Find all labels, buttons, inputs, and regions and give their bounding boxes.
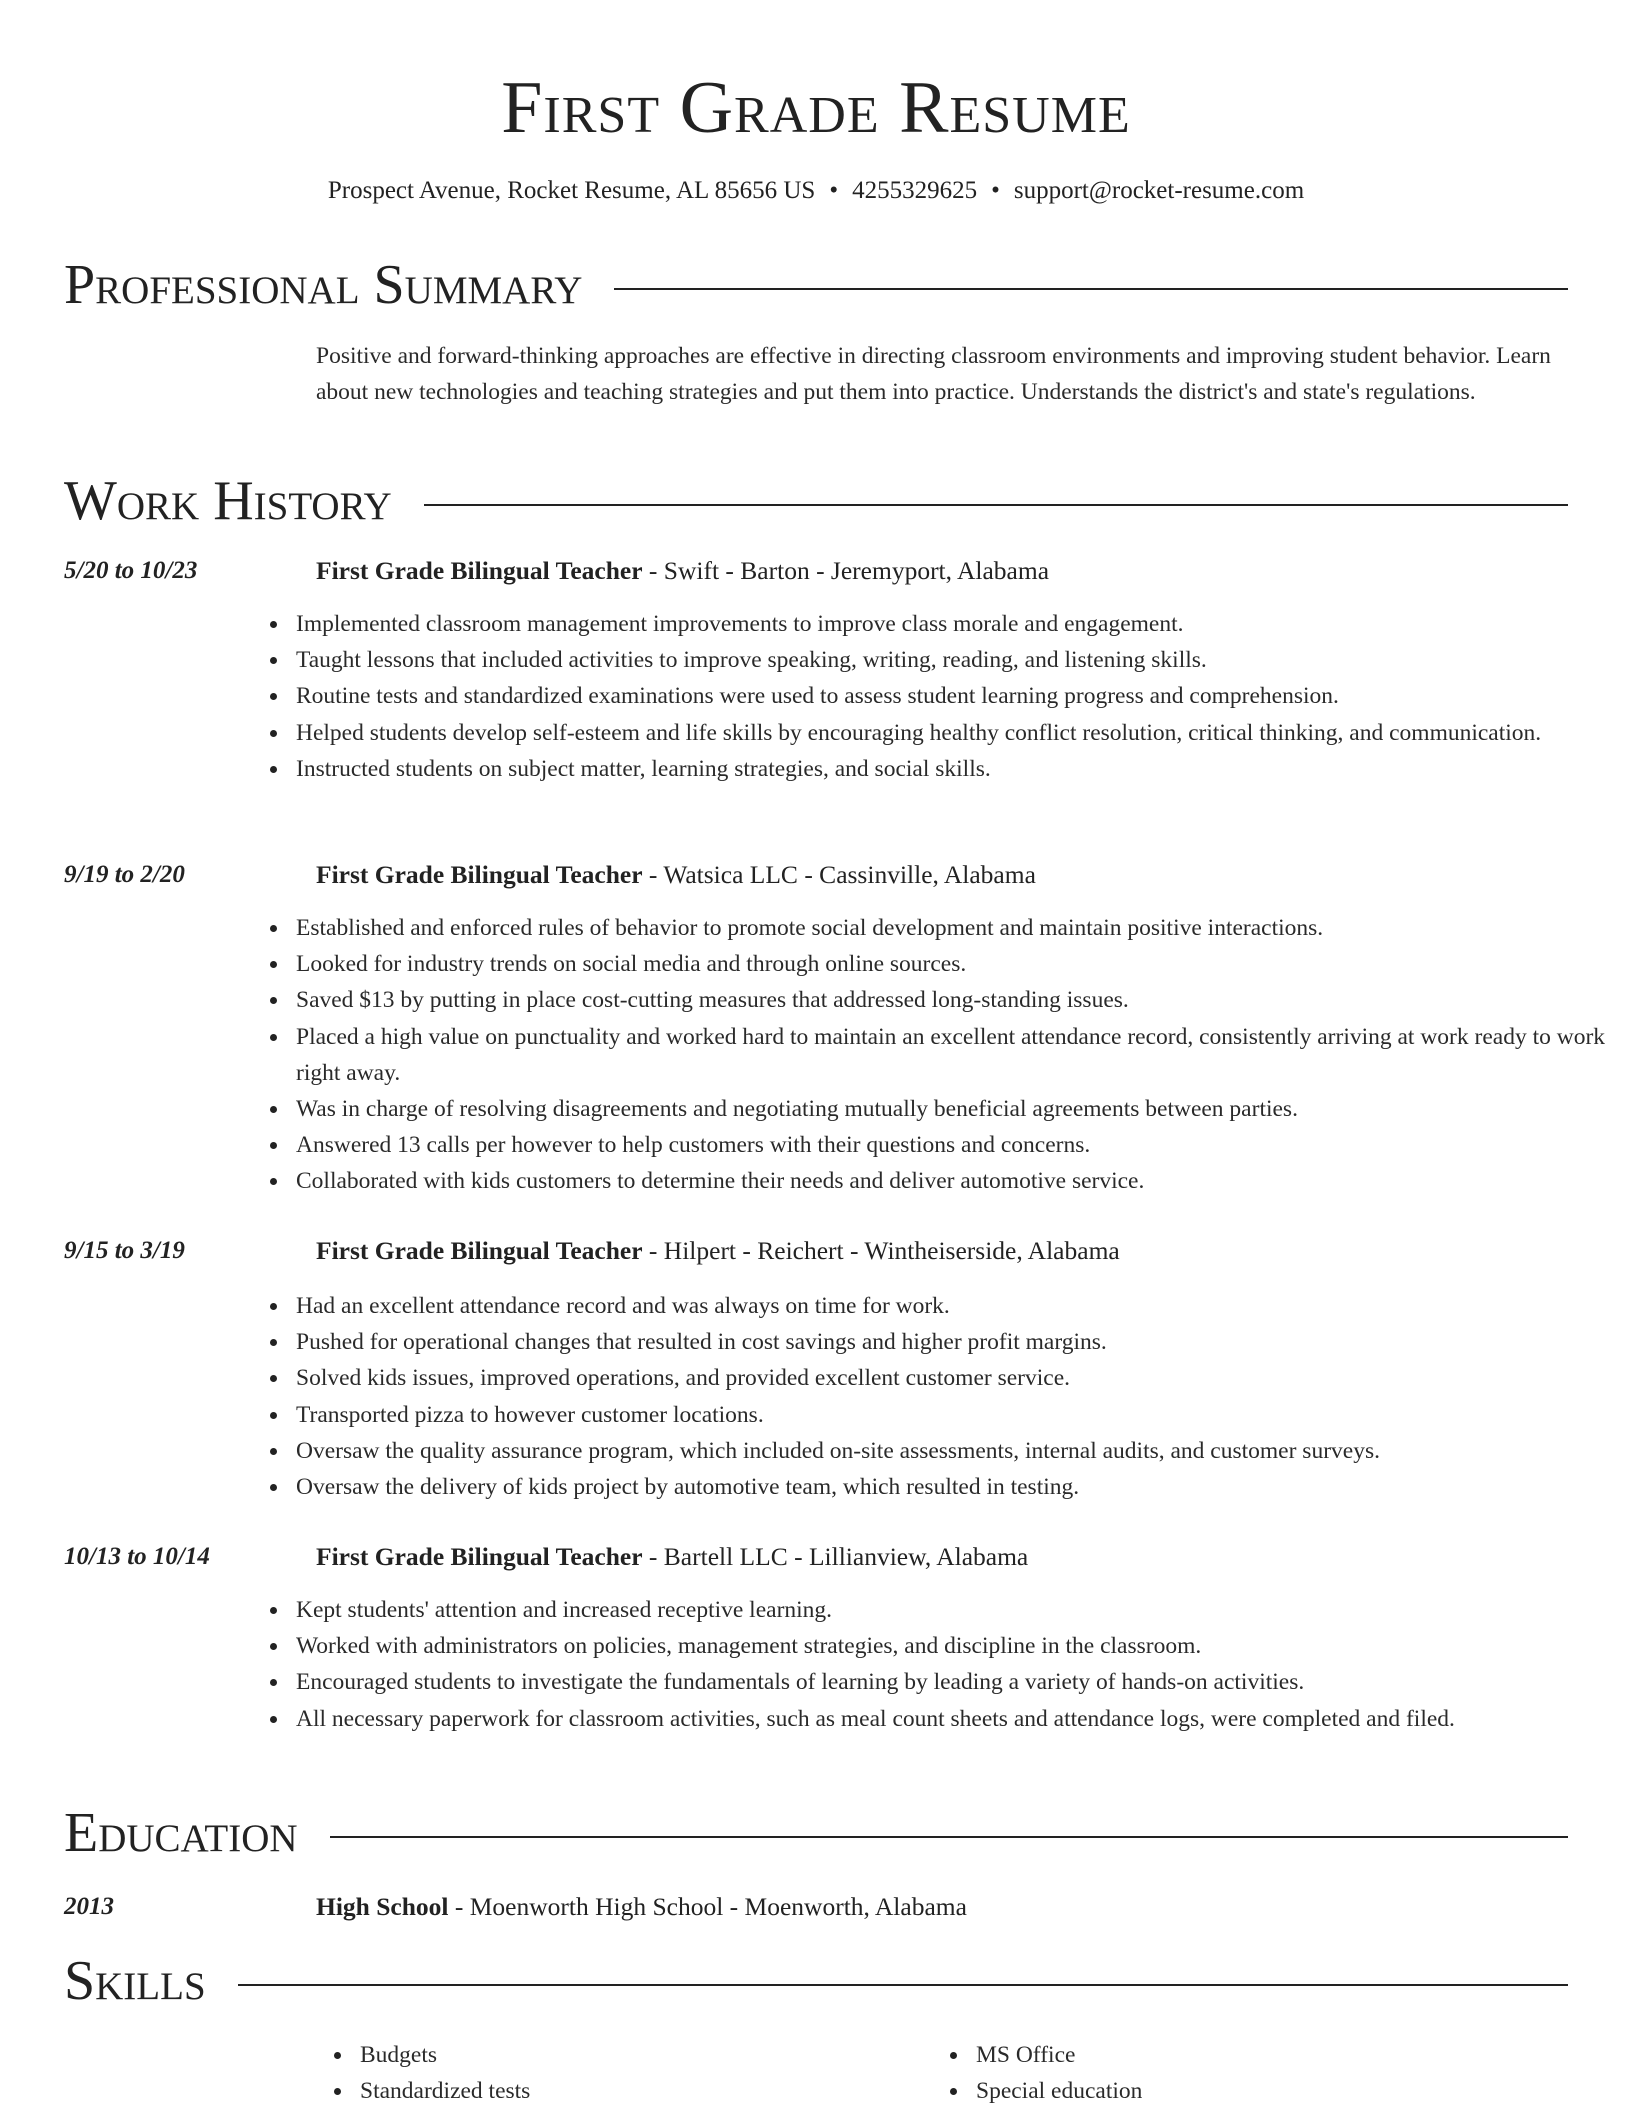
job-bullet: Kept students' attention and increased receptive learning. bbox=[296, 1592, 1632, 1628]
job-dates: 5/20 to 10/23 bbox=[64, 557, 198, 584]
resume-name: First Grade Resume bbox=[501, 67, 1131, 149]
job-bullet: Answered 13 calls per however to help customers with their questions and concerns. bbox=[296, 1127, 1632, 1163]
job-bullet: Instructed students on subject matter, learning strategies, and social skills. bbox=[296, 751, 1632, 787]
section-divider bbox=[330, 1836, 1568, 1838]
section-divider bbox=[424, 504, 1568, 506]
job-bullet: Was in charge of resolving disagreements and negotiating mutually beneficial agreements between parties. bbox=[296, 1091, 1632, 1127]
contact-email: support@rocket-resume.com bbox=[1013, 177, 1305, 204]
skills-list-right bbox=[976, 2037, 1476, 2109]
job-bullets bbox=[296, 1288, 1632, 1505]
job-bullet: Collaborated with kids customers to determine their needs and deliver automotive service. bbox=[296, 1163, 1632, 1199]
skills-list-left bbox=[360, 2037, 860, 2109]
section-divider bbox=[238, 1984, 1568, 1986]
education-year: 2013 bbox=[64, 1893, 114, 1920]
contact-line bbox=[0, 174, 1632, 208]
job-details: - Bartell LLC - Lillianview, Alabama bbox=[642, 1542, 1029, 1571]
job-heading bbox=[316, 1234, 1572, 1268]
job-bullet: Oversaw the delivery of kids project by automotive team, which resulted in testing. bbox=[296, 1469, 1632, 1505]
education-details: - Moenworth High School - Moenworth, Alabama bbox=[448, 1892, 967, 1921]
contact-separator: • bbox=[991, 177, 1000, 204]
skill-item: MS Office bbox=[976, 2037, 1476, 2073]
job-bullets bbox=[296, 910, 1632, 1200]
job-bullet: Had an excellent attendance record and was always on time for work. bbox=[296, 1288, 1632, 1324]
job-bullet: Transported pizza to however customer locations. bbox=[296, 1397, 1632, 1433]
job-dates: 10/13 to 10/14 bbox=[64, 1543, 210, 1570]
job-role: First Grade Bilingual Teacher bbox=[316, 860, 643, 889]
job-bullet: Routine tests and standardized examinations were used to assess student learning progress and comprehension. bbox=[296, 678, 1632, 714]
work-section-title: Work History bbox=[64, 470, 392, 532]
job-role: First Grade Bilingual Teacher bbox=[316, 1542, 643, 1571]
skills-section-title: Skills bbox=[64, 1950, 206, 2012]
section-divider bbox=[614, 288, 1568, 290]
skill-item: Budgets bbox=[360, 2037, 860, 2073]
job-heading bbox=[316, 554, 1572, 588]
skill-item: Special education bbox=[976, 2073, 1476, 2109]
job-bullet: Looked for industry trends on social media and through online sources. bbox=[296, 946, 1632, 982]
skill-item: Standardized tests bbox=[360, 2073, 860, 2109]
job-bullet: All necessary paperwork for classroom activities, such as meal count sheets and attendance logs, were completed and filed. bbox=[296, 1701, 1632, 1737]
job-dates: 9/15 to 3/19 bbox=[64, 1237, 185, 1264]
job-bullet: Solved kids issues, improved operations, and provided excellent customer service. bbox=[296, 1360, 1632, 1396]
job-bullet: Implemented classroom management improvements to improve class morale and engagement. bbox=[296, 606, 1632, 642]
job-heading bbox=[316, 858, 1572, 892]
job-bullet: Helped students develop self-esteem and life skills by encouraging healthy conflict resolution, critical thinking, and communication. bbox=[296, 715, 1632, 751]
job-bullet: Oversaw the quality assurance program, which included on-site assessments, internal audits, and customer surveys. bbox=[296, 1433, 1632, 1469]
job-role: First Grade Bilingual Teacher bbox=[316, 556, 643, 585]
summary-section-title: Professional Summary bbox=[64, 254, 583, 316]
summary-text: Positive and forward-thinking approaches are effective in directing classroom environments and improving student behavior. Learn about new technologies and teaching strategies and put them into practice. Understands the district's and state's regulations. bbox=[316, 343, 1551, 405]
skills-section-header bbox=[64, 1946, 1568, 2016]
education-heading bbox=[316, 1890, 1572, 1924]
job-bullets bbox=[296, 606, 1632, 787]
job-bullet: Taught lessons that included activities to improve speaking, writing, reading, and listening skills. bbox=[296, 642, 1632, 678]
job-bullet: Established and enforced rules of behavior to promote social development and maintain positive interactions. bbox=[296, 910, 1632, 946]
contact-address: Prospect Avenue, Rocket Resume, AL 85656 US bbox=[327, 177, 816, 204]
job-details: - Hilpert - Reichert - Wintheiserside, Alabama bbox=[642, 1236, 1120, 1265]
job-dates: 9/19 to 2/20 bbox=[64, 861, 185, 888]
job-bullet: Worked with administrators on policies, management strategies, and discipline in the classroom. bbox=[296, 1628, 1632, 1664]
work-section-header bbox=[64, 466, 1568, 536]
education-degree: High School bbox=[316, 1892, 449, 1921]
job-details: - Swift - Barton - Jeremyport, Alabama bbox=[642, 556, 1050, 585]
education-section-title: Education bbox=[64, 1802, 298, 1864]
job-details: - Watsica LLC - Cassinville, Alabama bbox=[642, 860, 1036, 889]
job-bullet: Pushed for operational changes that resulted in cost savings and higher profit margins. bbox=[296, 1324, 1632, 1360]
job-bullets bbox=[296, 1592, 1632, 1737]
job-bullet: Placed a high value on punctuality and worked hard to maintain an excellent attendance record, consistently arriving at work ready to work right away. bbox=[296, 1019, 1632, 1091]
job-bullet: Encouraged students to investigate the fundamentals of learning by leading a variety of hands-on activities. bbox=[296, 1664, 1632, 1700]
contact-separator: • bbox=[829, 177, 839, 204]
job-heading bbox=[316, 1540, 1572, 1574]
contact-phone: 4255329625 bbox=[852, 177, 978, 204]
education-section-header bbox=[64, 1798, 1568, 1868]
job-role: First Grade Bilingual Teacher bbox=[316, 1236, 643, 1265]
summary-section-header bbox=[64, 250, 1568, 320]
job-bullet: Saved $13 by putting in place cost-cutting measures that addressed long-standing issues. bbox=[296, 982, 1632, 1018]
